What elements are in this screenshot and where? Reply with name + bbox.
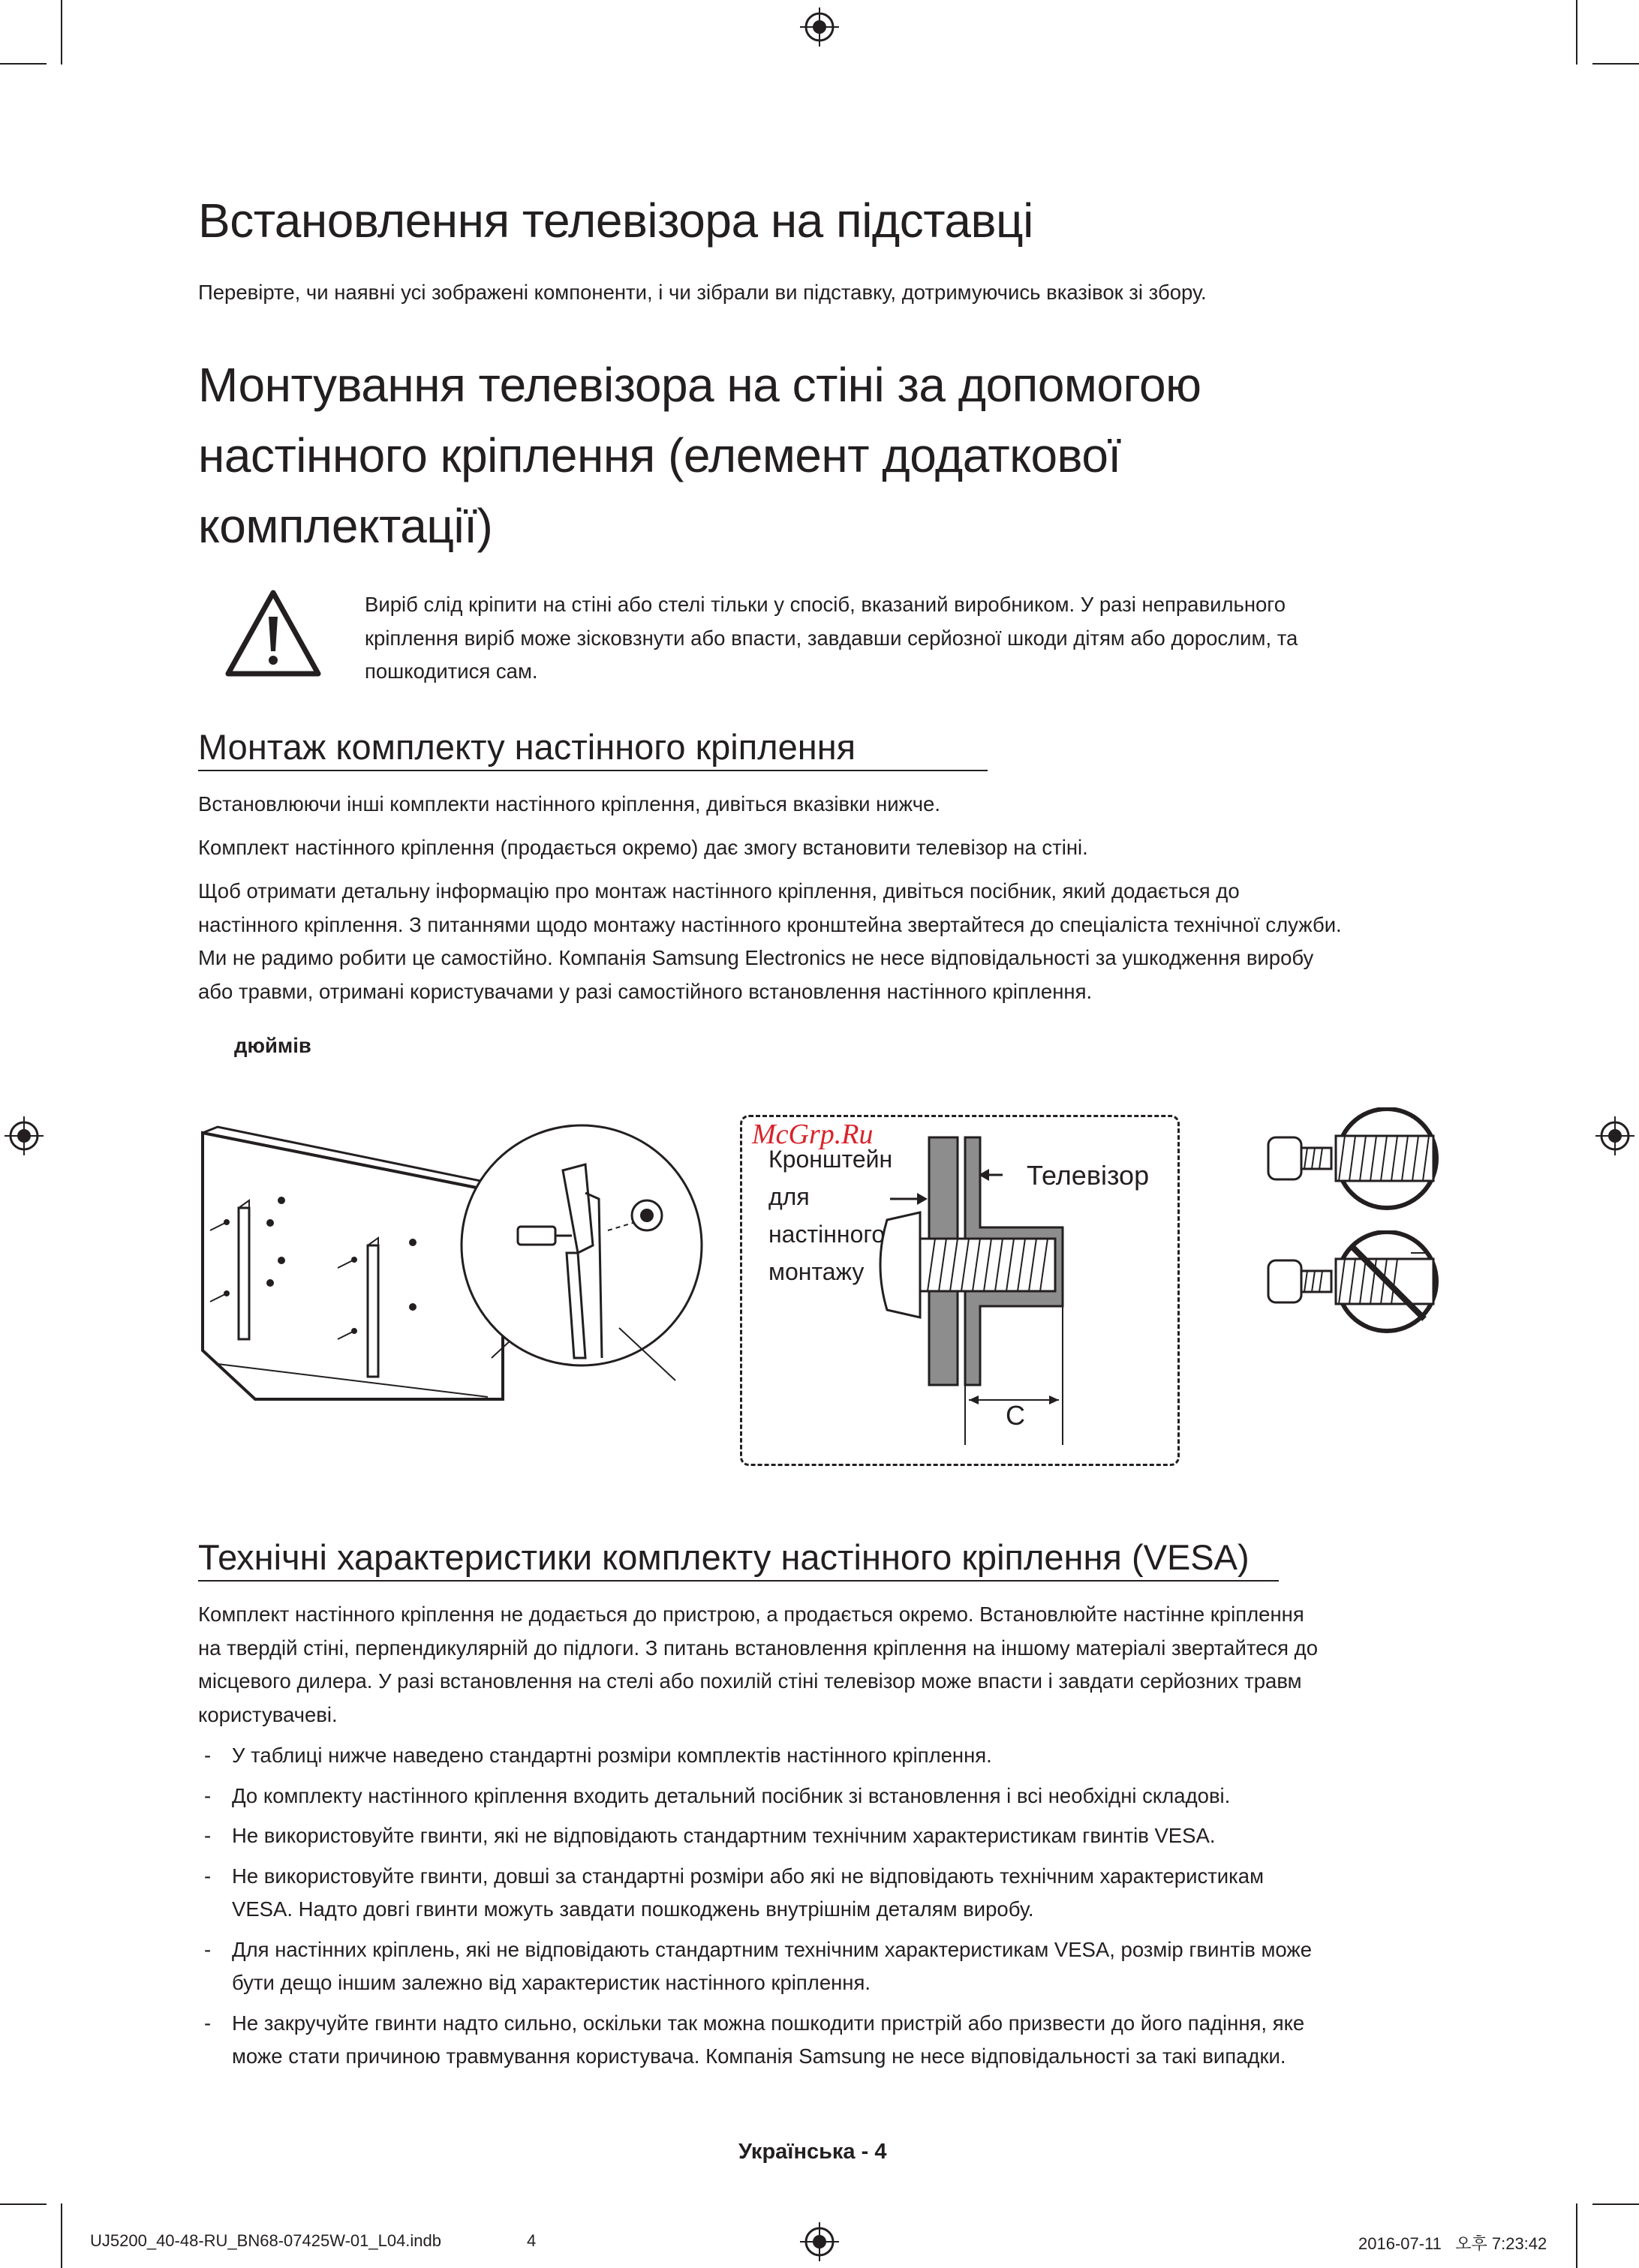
bracket-label-line: для: [768, 1183, 810, 1210]
page-number-label: Українська - 4: [738, 2140, 887, 2164]
registration-mark-icon: [798, 2221, 841, 2263]
crop-mark: [61, 2203, 62, 2268]
crop-mark: [0, 2203, 47, 2205]
wall-mount-title-line: Монтування телевізора на стіні за допомогою: [198, 358, 1201, 412]
stand-install-title: Встановлення телевізора на підставці: [198, 194, 1033, 248]
wall-mount-title-line: комплектації): [198, 499, 493, 553]
list-item: - У таблиці нижче наведено стандартні розміри комплектів настінного кріплення.: [198, 1739, 1474, 1773]
warning-text-line: кріплення виріб може зісковзнути або впасти, завдавши серйозної шкоди дітям або дорослим, та: [365, 626, 1298, 650]
kit-paragraph-line: Ми не радимо робити це самостійно. Компанія Samsung Electronics не несе відповідальності за ушкодження виробу: [198, 946, 1314, 969]
crop-mark: [1592, 63, 1639, 65]
watermark: McGrp.Ru: [752, 1119, 874, 1150]
crop-mark: [1576, 2203, 1577, 2268]
dimension-c-label: C: [1006, 1400, 1025, 1431]
list-item: - До комплекту настінного кріплення входить детальний посібник зі встановлення і всі необхідні складові.: [198, 1780, 1474, 1813]
crop-mark: [1576, 0, 1577, 65]
print-slug-page: 4: [527, 2231, 537, 2250]
crop-mark: [1592, 2203, 1639, 2205]
kit-paragraph-line: настінного кріплення. З питаннями щодо монтажу настінного кронштейна звертайтеся до спеціаліста технічної служби.: [198, 912, 1342, 936]
registration-mark-icon: [3, 1115, 45, 1157]
warning-icon: [224, 588, 323, 680]
bracket-label-line: настінного: [768, 1221, 886, 1248]
bracket-label-line: монтажу: [768, 1258, 865, 1285]
vesa-paragraph: [198, 1598, 1318, 1732]
kit-paragraph: [198, 875, 1342, 1008]
warning-text-line: пошкодитися сам.: [365, 659, 538, 683]
vesa-paragraph-line: місцевого дилера. У разі встановлення на стелі або похилій стіні телевізор може впасти і завдати серйозних травм: [198, 1669, 1302, 1693]
print-slug-file: UJ5200_40-48-RU_BN68-07425W-01_L04.indb: [90, 2231, 442, 2250]
registration-mark-icon: [1594, 1115, 1636, 1157]
vesa-paragraph-line: користувачеві.: [198, 1702, 338, 1726]
wall-mount-kit-title: Монтаж комплекту настінного кріплення: [198, 727, 856, 767]
kit-paragraph-line: Щоб отримати детальну інформацію про монтаж настінного кріплення, дивіться посібник, який додається до: [198, 879, 1240, 903]
kit-paragraph: Встановлюючи інші комплекти настінного кріплення, дивіться вказівки нижче.: [198, 792, 940, 816]
bracket-label-line: Кронштейн: [768, 1146, 893, 1173]
kit-paragraph-line: або травми, отримані користувачами у разі самостійного встановлення настінного кріплення.: [198, 979, 1093, 1003]
vesa-specs-title: Технічні характеристики комплекту настінного кріплення (VESA): [198, 1537, 1250, 1577]
tv-label: Телевізор: [1027, 1160, 1150, 1191]
print-slug-timestamp: 2016-07-11 오후 7:23:42: [1358, 2234, 1547, 2253]
list-item: - Для настінних кріплень, які не відповідають стандартним технічним характеристикам VESA, розмір гвинтів може бути дещо іншим залежно від характеристик настінного кріплення.: [198, 1933, 1474, 2000]
vesa-notes-list: [198, 1739, 1474, 2080]
registration-mark-icon: [798, 6, 841, 48]
warning-text: [365, 588, 1298, 689]
title-underline: [198, 770, 988, 771]
list-item: - Не закручуйте гвинти надто сильно, оскільки так можна пошкодити пристрій або призвести до його падіння, яке може стати причиною травмування користувача. Компанія Samsung не несе відповідальності за такі випадки.: [198, 2007, 1474, 2074]
crop-mark: [0, 63, 47, 65]
tv-back-illustration: [188, 1110, 728, 1440]
wall-mount-title-line: настінного кріплення (елемент додаткової: [198, 428, 1121, 482]
screw-incorrect-icon: [1261, 1230, 1448, 1365]
vesa-paragraph-line: на твердій стіні, перпендикулярній до підлоги. З питань встановлення кріплення на іншому матеріалі звертайтеся до: [198, 1636, 1319, 1660]
list-item: - Не використовуйте гвинти, які не відповідають стандартним технічним характеристикам гвинтів VESA.: [198, 1819, 1474, 1853]
bracket-label: [768, 1140, 892, 1290]
warning-text-line: Виріб слід кріпити на стіні або стелі тільки у спосіб, вказаний виробником. У разі неправильного: [365, 593, 1286, 616]
vesa-paragraph-line: Комплект настінного кріплення не додається до пристрою, а продається окремо. Встановлюйте настінне кріплення: [198, 1603, 1304, 1626]
title-underline: [198, 1580, 1279, 1582]
stand-install-text: Перевірте, чи наявні усі зображені компоненти, і чи зібрали ви підставку, дотримуючись вказівок зі збору.: [198, 281, 1207, 304]
wall-mount-title: [198, 350, 1201, 561]
unit-label: дюймів: [234, 1034, 311, 1057]
list-item: - Не використовуйте гвинти, довші за стандартні розміри або які не відповідають технічним характеристикам VESA. Надто довгі гвинти можуть завдати пошкоджень внутрішнім деталям виробу.: [198, 1860, 1474, 1927]
kit-paragraph: Комплект настінного кріплення (продається окремо) дає змогу встановити телевізор на стіні.: [198, 836, 1088, 859]
crop-mark: [61, 0, 62, 65]
